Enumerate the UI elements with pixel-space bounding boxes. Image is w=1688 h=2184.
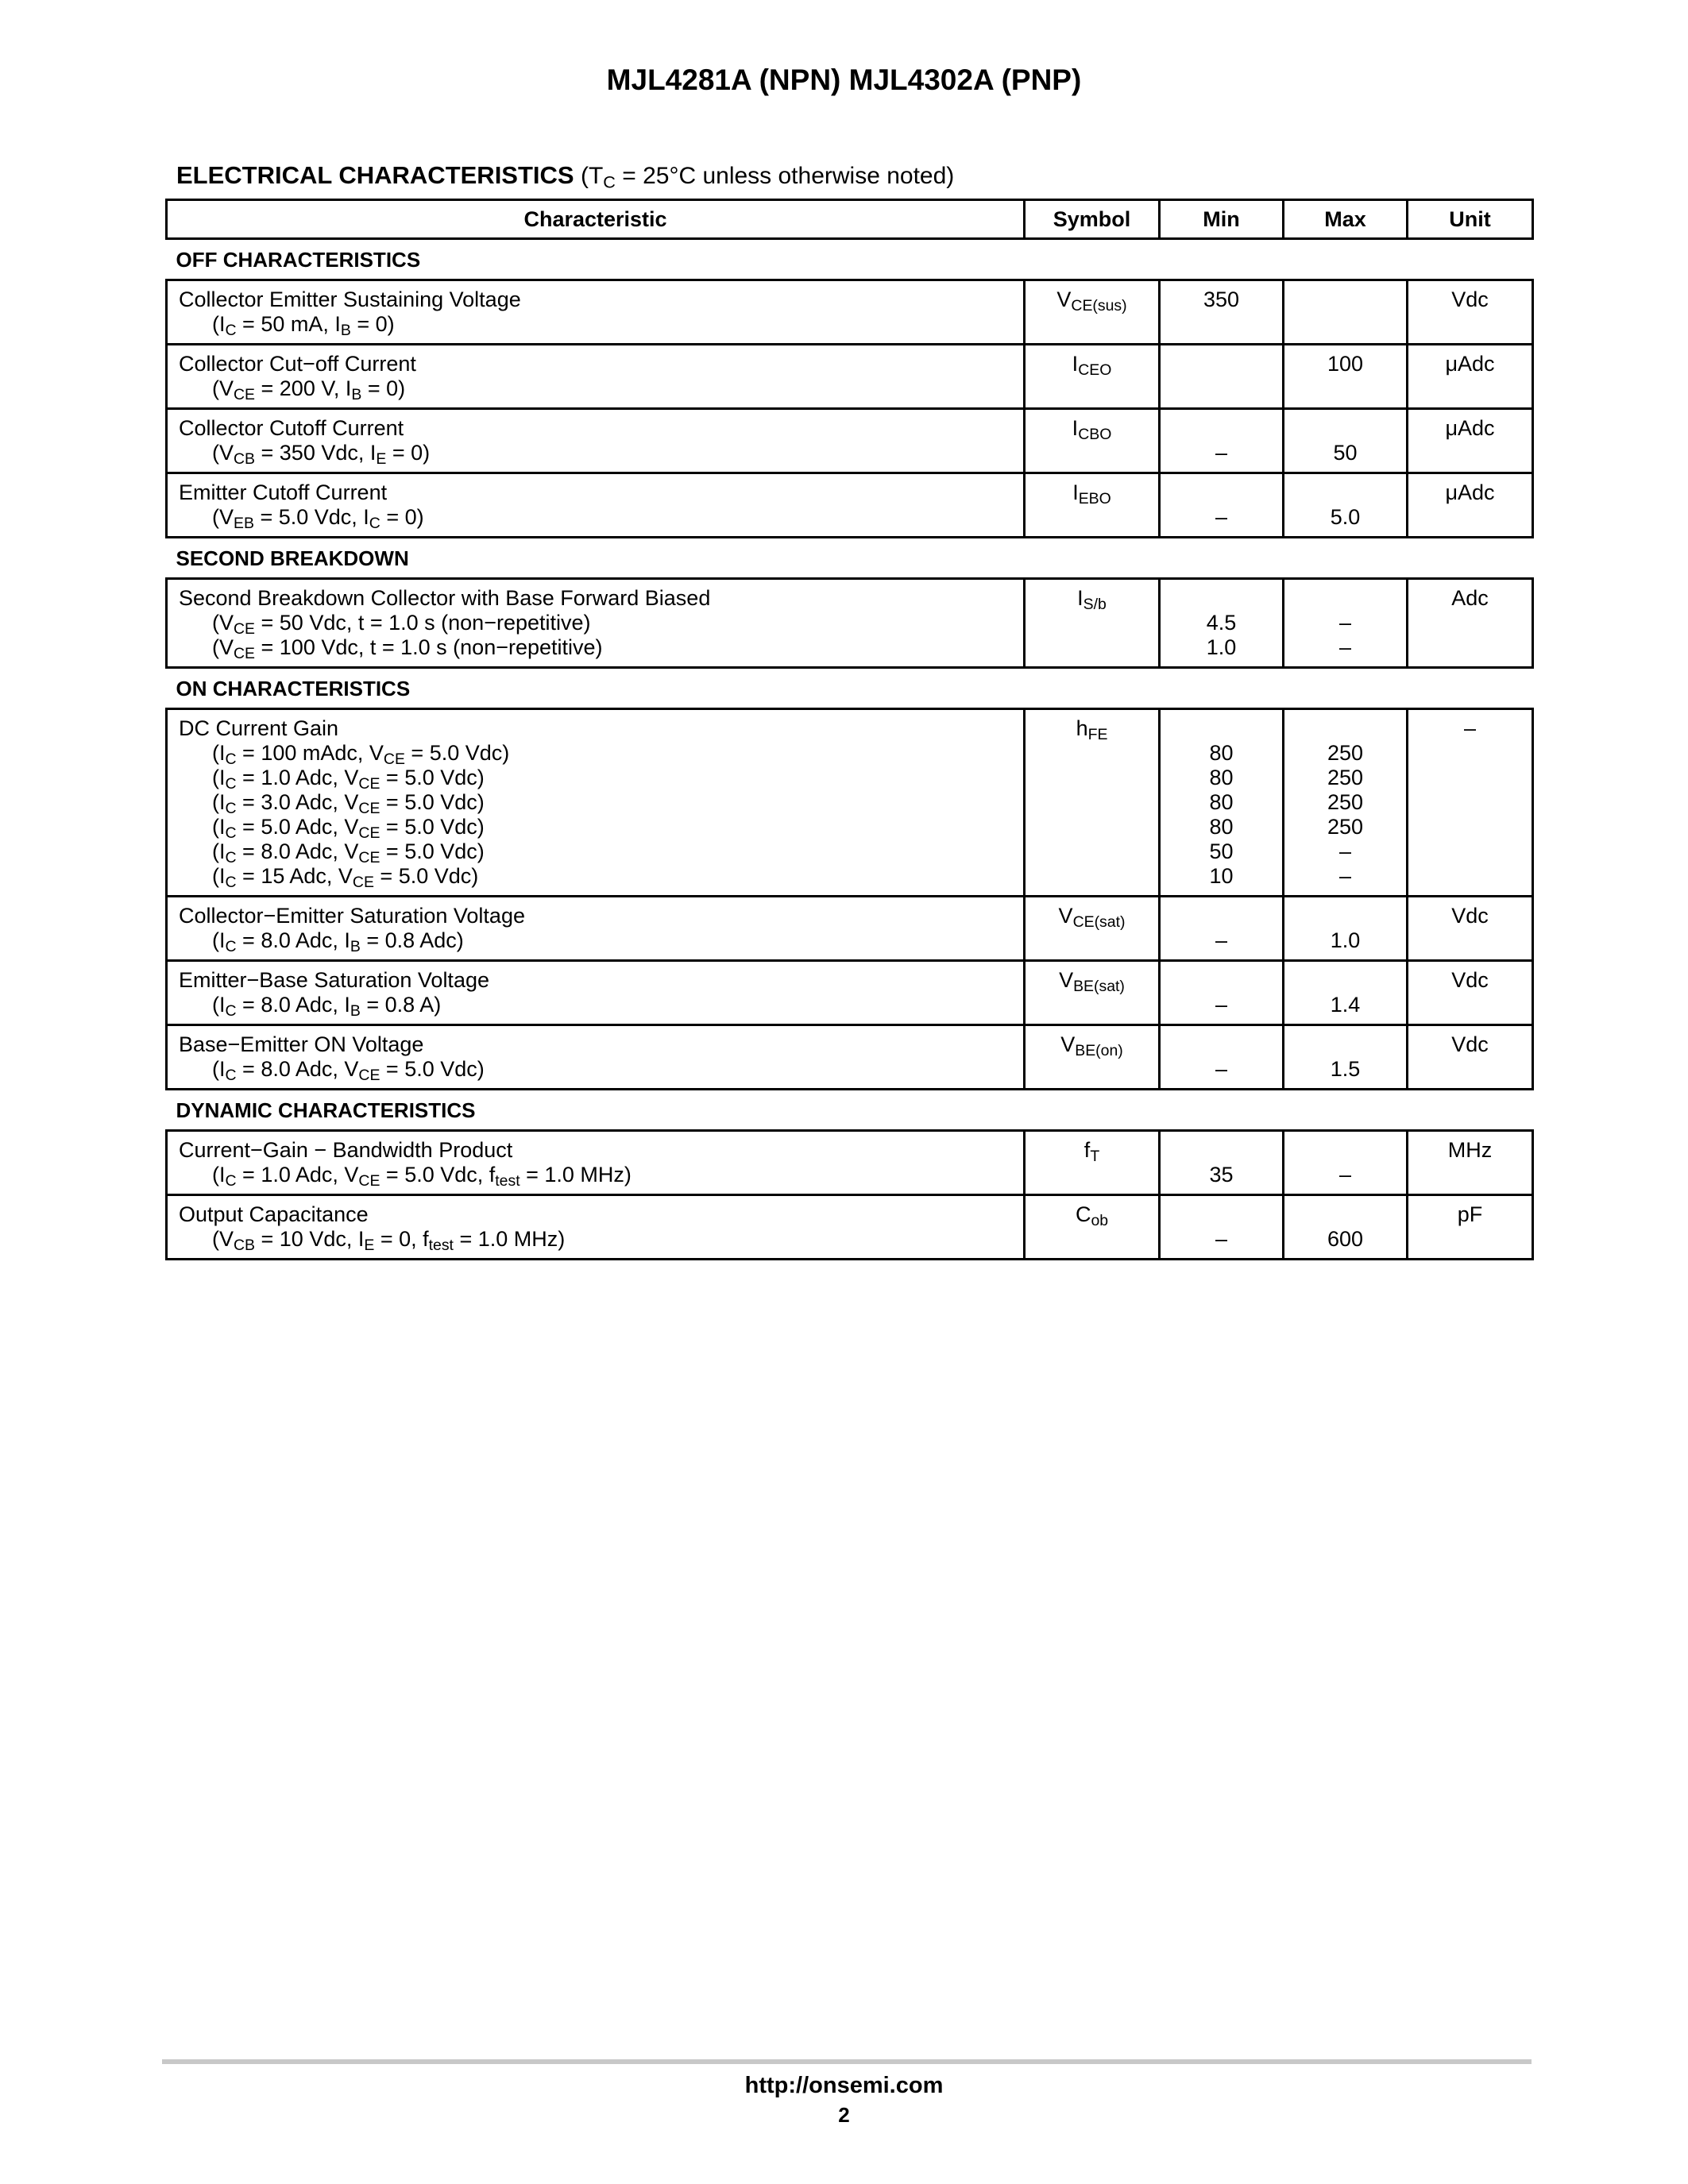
max-value: 250 [1327,741,1364,765]
symbol-cell [1025,409,1160,473]
test-condition [179,505,1015,530]
min-cell [1160,280,1284,345]
test-condition [179,635,1015,660]
characteristic-cell [167,709,1025,897]
characteristic-name: Emitter Cutoff Current [179,480,388,504]
characteristic-name: Collector Cutoff Current [179,416,404,440]
test-condition [179,815,1015,842]
condition-subscript: CE [234,385,256,403]
condition-subscript: CE [358,1171,380,1190]
condition-subscript: CB [234,450,256,468]
section-title: SECOND BREAKDOWN [176,546,409,570]
unit-cell [1408,961,1533,1025]
symbol-text: V [1059,968,1074,992]
test-condition [179,611,1015,638]
header-characteristic: Characteristic [167,200,1025,239]
max-value: 1.4 [1330,993,1361,1017]
section-row [167,239,1533,280]
condition-text: (I [212,790,226,814]
max-cell [1284,280,1408,345]
spacer-line [1164,904,1279,928]
characteristic-cell [167,1195,1025,1260]
symbol [1029,904,1155,931]
symbol-subscript: T [1090,1147,1100,1165]
symbol-subscript: BE(sat) [1073,977,1125,995]
electrical-characteristics-heading [176,161,954,190]
max-cell [1284,473,1408,538]
min-value: 80 [1209,815,1234,839]
symbol-cell [1025,473,1160,538]
test-condition [179,928,1015,953]
unit: MHz [1447,1138,1493,1162]
unit-cell [1408,280,1533,345]
condition-subscript: E [364,1236,375,1254]
page-title: MJL4281A (NPN) MJL4302A (PNP) [606,64,1082,96]
condition-text: = 8.0 Adc, I [236,993,350,1017]
condition-subscript: C [369,514,380,532]
condition-text: (I [212,815,226,839]
condition-subscript: C [225,873,237,891]
footer-url-link[interactable]: http://onsemi.com [744,2073,944,2098]
symbol [1029,716,1155,741]
condition-subscript: B [351,385,362,403]
condition-text: (I [212,928,226,952]
condition-text: (V [212,611,234,635]
min-cell [1160,409,1284,473]
condition-subscript: CE [352,873,374,891]
table-body [167,239,1533,1260]
characteristic-name: Emitter−Base Saturation Voltage [179,968,489,992]
max-value: – [1338,611,1352,635]
test-condition [179,993,1015,1020]
test-condition [179,376,1015,401]
unit: Vdc [1451,904,1489,928]
spacer-line [1288,968,1403,993]
symbol-subscript: BE(on) [1075,1041,1123,1059]
characteristic-cell [167,1131,1025,1195]
max-value: 600 [1327,1227,1364,1251]
table-row [167,1025,1533,1090]
condition-text: = 10 Vdc, I [255,1227,365,1251]
spacer-line [1164,1032,1279,1057]
condition-text: = 100 mAdc, V [236,741,384,765]
table-row [167,280,1533,345]
condition-subscript: C [225,1066,237,1084]
symbol-cell [1025,1195,1160,1260]
test-condition [179,864,1015,889]
unit: μAdc [1445,416,1495,440]
condition-subscript: B [350,937,361,955]
condition-subscript: test [495,1171,520,1190]
spacer-line [1164,968,1279,993]
unit-cell [1408,897,1533,961]
condition-text: = 5.0 Vdc) [380,790,485,814]
max-value: – [1338,1163,1352,1187]
page-number: 2 [838,2103,850,2127]
condition-text: = 0) [386,441,431,465]
condition-subscript: B [350,1001,361,1020]
symbol [1029,287,1155,312]
condition-subscript: CE [234,644,256,662]
condition-subscript: EB [234,514,254,532]
condition-text: = 100 Vdc, t = 1.0 s (non−repetitive) [255,635,603,659]
unit: Vdc [1451,287,1489,311]
spacer-line [1164,1138,1279,1163]
test-condition [179,741,1015,766]
min-cell [1160,1025,1284,1090]
condition-text: = 1.0 Adc, V [236,766,359,789]
condition-subscript: CB [234,1236,256,1254]
condition-subscript: C [225,321,237,339]
condition-text: (I [212,993,226,1017]
characteristic-cell [167,897,1025,961]
condition-text: (V [212,505,234,529]
max-cell [1284,897,1408,961]
condition-text: (I [212,1163,226,1187]
condition-text: = 5.0 Vdc) [380,1057,485,1081]
max-value: 5.0 [1330,505,1361,529]
symbol-text: I [1077,586,1083,610]
max-value: – [1338,839,1352,863]
table-row [167,897,1533,961]
test-condition [179,1057,1015,1082]
condition-text: = 5.0 Vdc) [380,815,485,839]
condition-subscript: C [225,1171,237,1190]
condition-text: (I [212,839,226,863]
symbol [1029,1202,1155,1227]
symbol [1029,968,1155,993]
symbol-subscript: CE(sat) [1072,913,1126,931]
characteristic-cell [167,473,1025,538]
condition-subscript: E [376,450,387,468]
spacer-line [1164,716,1279,741]
symbol-subscript: CEO [1078,361,1112,379]
symbol-subscript: FE [1087,725,1108,743]
section-title: DYNAMIC CHARACTERISTICS [176,1098,476,1122]
test-condition [179,1227,1015,1252]
symbol-text: I [1072,416,1079,440]
section-row [167,668,1533,709]
symbol [1029,352,1155,379]
condition-text: = 0) [380,505,424,529]
symbol-text: V [1058,904,1073,928]
unit-cell [1408,709,1533,897]
min-cell [1160,709,1284,897]
spacer-line [1288,904,1403,928]
characteristic-name: Collector Cut−off Current [179,352,416,376]
symbol-text: h [1076,716,1088,740]
condition-text: = 50 Vdc, t = 1.0 s (non−repetitive) [255,611,591,635]
symbol-cell [1025,345,1160,409]
min-value: 80 [1209,741,1234,765]
condition-subscript: B [340,321,351,339]
characteristic-cell [167,961,1025,1025]
condition-subscript: C [225,848,237,866]
characteristic-cell [167,409,1025,473]
unit-cell [1408,1025,1533,1090]
condition-subscript: C [225,774,237,793]
test-condition [179,790,1015,815]
min-cell [1160,961,1284,1025]
heading-bold: ELECTRICAL CHARACTERISTICS [176,161,574,189]
symbol-cell [1025,961,1160,1025]
unit: – [1463,716,1477,740]
characteristic-name: Collector−Emitter Saturation Voltage [179,904,525,928]
condition-subscript: CE [234,619,256,638]
max-cell [1284,1025,1408,1090]
condition-text: = 5.0 Vdc, f [380,1163,496,1187]
condition-text: (I [212,766,226,789]
condition-subscript: C [225,824,237,842]
min-cell [1160,579,1284,668]
symbol-text: I [1072,480,1079,504]
symbol-text: V [1060,1032,1076,1056]
unit-cell [1408,409,1533,473]
max-value: 250 [1327,790,1364,814]
symbol-subscript: CE(sus) [1071,296,1127,314]
condition-text: (I [212,312,226,336]
min-value: – [1215,1227,1228,1251]
test-condition [179,312,1015,337]
spacer-line [1288,716,1403,741]
table-row [167,409,1533,473]
test-condition [179,441,1015,468]
min-value: – [1215,993,1228,1017]
condition-subscript: test [428,1236,454,1254]
symbol-text: f [1083,1138,1091,1162]
condition-text: = 0) [350,312,395,336]
min-value: 80 [1209,790,1234,814]
max-cell [1284,345,1408,409]
min-cell [1160,1195,1284,1260]
condition-subscript: CE [358,824,380,842]
condition-text: = 8.0 Adc, I [236,928,350,952]
condition-text: = 200 V, I [255,376,352,400]
symbol-text: C [1075,1202,1091,1226]
condition-text: (V [212,635,234,659]
max-value: 250 [1327,766,1364,789]
test-condition [179,839,1015,864]
condition-text: = 50 mA, I [236,312,341,336]
symbol-cell [1025,579,1160,668]
spacer-line [1288,586,1403,611]
spacer-line [1288,1032,1403,1057]
max-cell [1284,409,1408,473]
symbol-text: I [1072,352,1079,376]
condition-text: = 1.0 Adc, V [236,1163,359,1187]
unit-cell [1408,1131,1533,1195]
header-max: Max [1284,200,1408,239]
condition-text: = 0.8 Adc) [360,928,464,952]
characteristic-name: Collector Emitter Sustaining Voltage [179,287,521,311]
spacer-line [1288,1138,1403,1163]
test-condition [179,1163,1015,1190]
test-condition [179,766,1015,793]
symbol-cell [1025,897,1160,961]
condition-subscript: CE [358,799,380,817]
condition-text: = 0) [361,376,406,400]
symbol-subscript: S/b [1083,595,1107,613]
condition-subscript: CE [358,774,380,793]
condition-text: = 350 Vdc, I [255,441,377,465]
condition-text: = 1.0 MHz) [520,1163,632,1187]
condition-text: = 0.8 A) [360,993,442,1017]
characteristic-cell [167,345,1025,409]
condition-text: = 5.0 Vdc) [380,839,485,863]
condition-text: = 3.0 Adc, V [236,790,359,814]
characteristic-name: Second Breakdown Collector with Base Forward Biased [179,586,711,610]
characteristic-name: Current−Gain − Bandwidth Product [179,1138,513,1162]
symbol-subscript: EBO [1078,489,1111,507]
table-row [167,1131,1533,1195]
unit: μAdc [1445,352,1495,376]
table-header-row [167,200,1533,239]
max-cell [1284,961,1408,1025]
electrical-characteristics-table [165,199,1534,1260]
condition-subscript: CE [383,750,405,768]
condition-text: (I [212,741,226,765]
unit-cell [1408,1195,1533,1260]
max-value: 250 [1327,815,1364,839]
min-value: 35 [1209,1163,1234,1187]
unit-cell [1408,345,1533,409]
min-value: 80 [1209,766,1234,789]
condition-text: = 5.0 Vdc) [373,864,479,888]
condition-text: (V [212,376,234,400]
max-value: 1.0 [1330,928,1361,952]
condition-text: = 5.0 Adc, V [236,815,359,839]
symbol-cell [1025,1025,1160,1090]
spacer-line [1164,1202,1279,1227]
max-cell [1284,1131,1408,1195]
unit: Vdc [1451,968,1489,992]
section-row [167,1090,1533,1131]
spacer-line [1164,416,1279,441]
section-title: OFF CHARACTERISTICS [176,248,421,272]
min-value: 50 [1209,839,1234,863]
max-cell [1284,579,1408,668]
unit: Adc [1451,586,1489,610]
characteristic-cell [167,280,1025,345]
max-value: 50 [1333,441,1358,465]
condition-subscript: C [225,799,237,817]
symbol-cell [1025,280,1160,345]
min-cell [1160,1131,1284,1195]
spacer-line [1288,1202,1403,1227]
symbol [1029,416,1155,441]
table-row [167,473,1533,538]
table-row [167,709,1533,897]
characteristic-cell [167,1025,1025,1090]
condition-text: (I [212,1057,226,1081]
characteristic-name: Output Capacitance [179,1202,369,1226]
header-symbol: Symbol [1025,200,1160,239]
header-min: Min [1160,200,1284,239]
condition-text: = 1.0 MHz) [453,1227,566,1251]
max-cell [1284,1195,1408,1260]
symbol [1029,1032,1155,1057]
symbol-cell [1025,709,1160,897]
unit: pF [1457,1202,1483,1226]
min-cell [1160,473,1284,538]
condition-text: = 5.0 Vdc, I [253,505,369,529]
symbol-subscript: CBO [1078,425,1112,443]
unit-cell [1408,579,1533,668]
spacer-line [1164,480,1279,505]
condition-subscript: C [225,937,237,955]
max-value: 1.5 [1330,1057,1361,1081]
min-cell [1160,345,1284,409]
min-value: 4.5 [1206,611,1237,635]
table-row [167,345,1533,409]
table-row [167,961,1533,1025]
symbol-cell [1025,1131,1160,1195]
characteristic-name: DC Current Gain [179,716,339,740]
max-value: – [1338,864,1352,888]
condition-text: = 0, f [374,1227,429,1251]
heading-note: ($T_C = 25^\circ C$ unless otherwise noted) [580,163,955,192]
footer-divider [162,2059,1532,2064]
symbol [1029,586,1155,611]
condition-text: (V [212,1227,234,1251]
condition-text: (I [212,864,226,888]
min-value: – [1215,1057,1228,1081]
condition-subscript: C [225,1001,237,1020]
symbol-text: V [1056,287,1072,311]
spacer-line [1288,416,1403,441]
unit-cell [1408,473,1533,538]
condition-subscript: C [225,750,237,768]
section-row [167,538,1533,579]
max-value: 100 [1327,352,1364,376]
condition-subscript: CE [358,1066,380,1084]
min-value: 350 [1203,287,1240,311]
table-row [167,1195,1533,1260]
header-unit: Unit [1408,200,1533,239]
condition-text: = 5.0 Vdc) [404,741,510,765]
symbol [1029,480,1155,505]
max-value: – [1338,635,1352,659]
min-value: – [1215,505,1228,529]
spacer-line [1288,480,1403,505]
min-value: – [1215,928,1228,952]
condition-text: = 5.0 Vdc) [380,766,485,789]
unit: Vdc [1451,1032,1489,1056]
section-title: ON CHARACTERISTICS [176,677,411,700]
condition-subscript: CE [358,848,380,866]
symbol-subscript: ob [1091,1211,1109,1229]
table-row [167,579,1533,668]
min-value: 10 [1209,864,1234,888]
max-cell [1284,709,1408,897]
unit: μAdc [1445,480,1495,504]
condition-text: = 8.0 Adc, V [236,839,359,863]
condition-text: = 15 Adc, V [236,864,353,888]
symbol [1029,1138,1155,1163]
condition-text: = 8.0 Adc, V [236,1057,359,1081]
min-cell [1160,897,1284,961]
min-value: 1.0 [1206,635,1237,659]
characteristic-cell [167,579,1025,668]
condition-text: (V [212,441,234,465]
characteristic-name: Base−Emitter ON Voltage [179,1032,424,1056]
spacer-line [1164,586,1279,611]
min-value: – [1215,441,1228,465]
